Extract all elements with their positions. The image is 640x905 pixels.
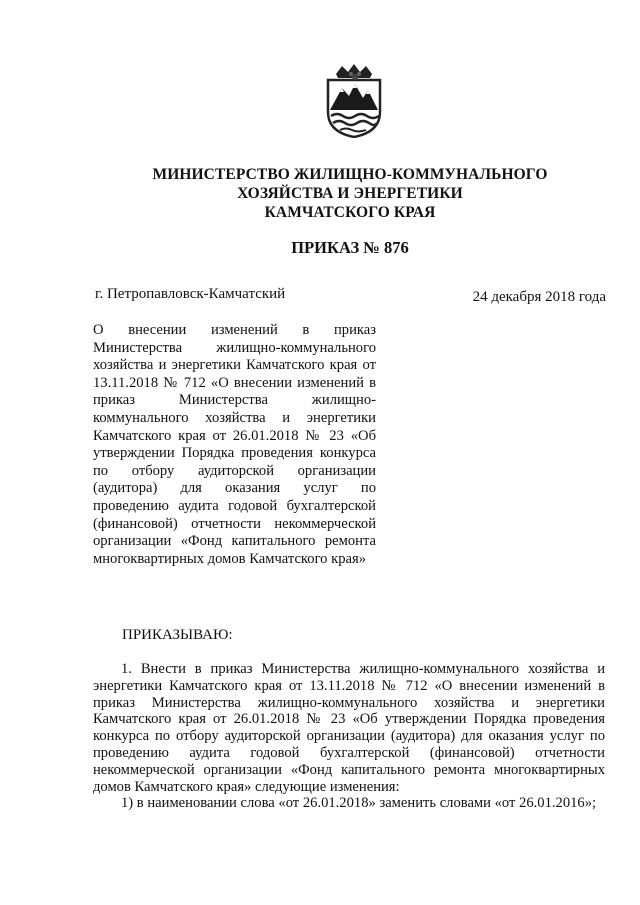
ministry-name <box>0 165 640 222</box>
city: г. Петропавловск-Камчатский <box>95 286 286 302</box>
order-body <box>93 661 605 812</box>
order-title-block <box>0 238 640 258</box>
order-date: 24 декабря 2018 года <box>472 289 606 305</box>
ministry-line-1: МИНИСТЕРСТВО ЖИЛИЩНО-КОММУНАЛЬНОГО <box>152 166 548 183</box>
order-subject: О внесении изменений в приказ Министерства жилищно-коммунального хозяйства и энергетики Камчатского края от 13.11.2018 № 712 «О внесении изменений в приказ Министерства жилищно-коммунального хозяйства и энергетики Камчатского края от 26.01.2018 № 23 «Об утверждении Порядка проведения конкурса по отбору аудиторской организации (аудитора) для оказания услуг по проведению аудита годовой бухгалтерской (финансовой) отчетности некоммерческой организации «Фонд капитального ремонта многоквартирных домов Камчатского края» <box>93 322 376 567</box>
order-directive: ПРИКАЗЫВАЮ: <box>122 627 233 643</box>
ministry-line-2: ХОЗЯЙСТВА И ЭНЕРГЕТИКИ <box>237 185 463 202</box>
body-paragraph-1: 1. Внести в приказ Министерства жилищно-коммунального хозяйства и энергетики Камчатского края от 13.11.2018 № 712 «О внесении изменений в приказ Министерства жилищно-коммунального хозяйства и энергетики Камчатского края от 26.01.2018 № 23 «Об утверждении Порядка проведения конкурса по отбору аудиторской организации (аудитора) для оказания услуг по проведению аудита годовой бухгалтерской (финансовой) отчетности некоммерческой организации «Фонд капитального ремонта многоквартирных домов Камчатского края» следующие изменения: <box>93 661 605 795</box>
order-title: ПРИКАЗ № 876 <box>291 238 409 257</box>
ministry-line-3: КАМЧАТСКОГО КРАЯ <box>264 204 436 221</box>
body-paragraph-2: 1) в наименовании слова «от 26.01.2018» заменить словами «от 26.01.2016»; <box>121 795 597 812</box>
kamchatka-coat-of-arms-icon <box>322 62 386 138</box>
